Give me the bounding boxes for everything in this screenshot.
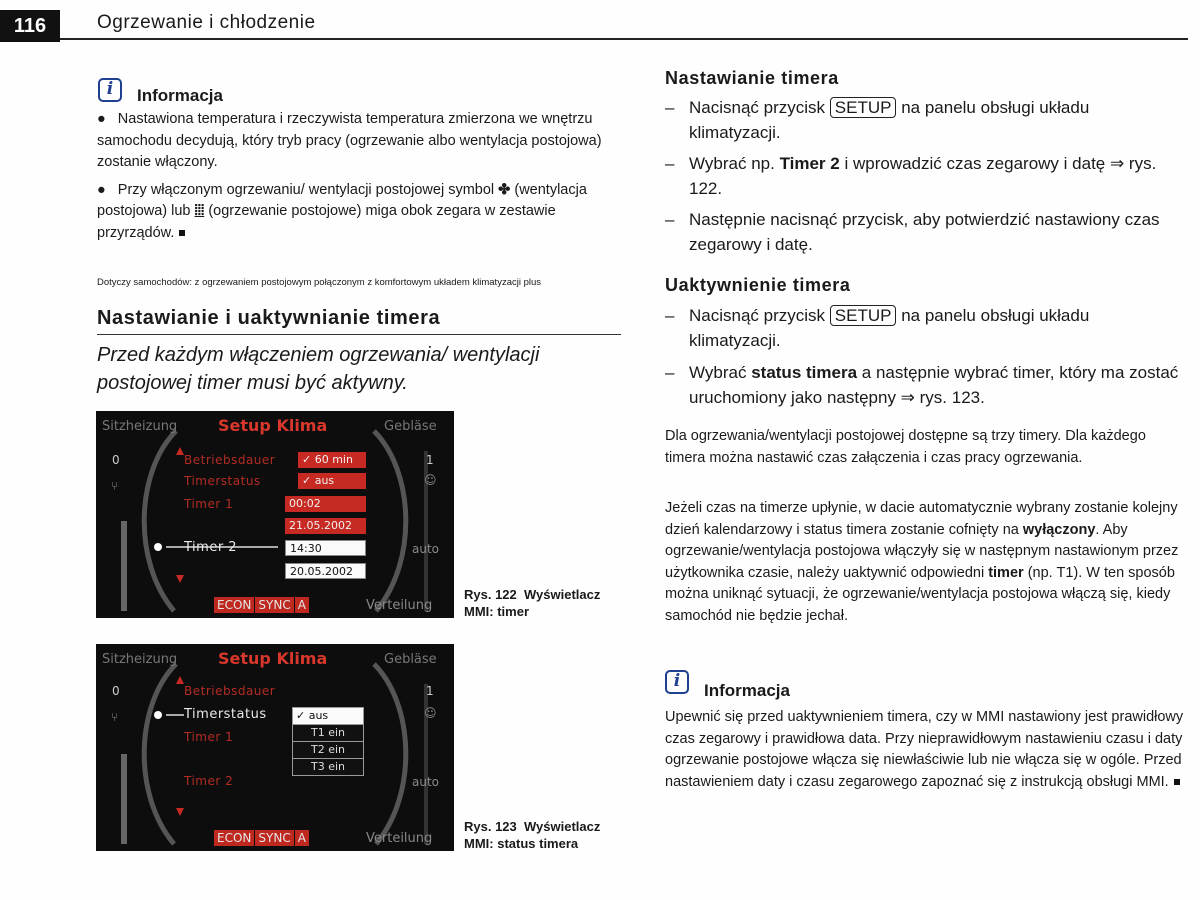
info-box-2	[665, 707, 1185, 793]
status-options-list	[292, 707, 364, 776]
step-bold: status timera	[751, 363, 858, 382]
betriebsdauer-value[interactable]	[298, 452, 366, 468]
info-text: Upewnić się przed uaktywnieniem timera, czy w MMI nastawiony jest prawidłowy czas zegarowy i prawidłowa data. Przy nieprawidłowym nastawieniu czasu i daty ogrzewanie postojowe włącza się niewłaściwie lub nie włącza się w ogóle. Przed nastawieniem daty i czasu zegarowego zapoznać się z instrukcją obsługi MMI.	[665, 709, 1184, 790]
section-divider	[97, 334, 621, 335]
activating-timer-heading: Uaktywnienie timera	[665, 275, 851, 295]
end-mark	[1174, 779, 1180, 785]
check-icon: ✓	[302, 474, 315, 487]
step-bold: Timer 2	[779, 154, 840, 173]
intro-text: Przed każdym włączeniem ogrzewania/ wentylacji postojowej timer musi być aktywny.	[97, 344, 540, 394]
info-bullet-1-text: Nastawiona temperatura i rzeczywista temperatura zmierzona we wnętrzu samochodu decydują, który tryb pracy (ogrzewanie albo wentylacja postojowa) zostanie włączony.	[97, 111, 602, 170]
end-mark	[179, 230, 185, 236]
right-auto: auto	[412, 775, 440, 789]
info-bullet-2-text-a: Przy włączonym ogrzewaniu/ wentylacji postojowej symbol	[117, 181, 495, 198]
step-text: i wprowadzić czas zegarowy i datę ⇒ rys. 122.	[689, 154, 1157, 198]
left-value: 0	[112, 453, 120, 467]
menu-timerstatus[interactable]: Timerstatus	[184, 707, 267, 722]
left-value: 0	[112, 684, 120, 698]
menu-timerstatus[interactable]: Timerstatus	[184, 474, 261, 488]
activating-step-2: – Wybrać status timera a następnie wybrać timer, który ma zostać uruchomiony jako następny ⇒ rys. 123.	[665, 363, 1179, 407]
caption-label: Rys. 123	[464, 819, 517, 834]
mmi-screen-timer	[96, 411, 454, 618]
info-icon: i	[665, 670, 689, 694]
option-aus[interactable]	[293, 708, 363, 724]
bottom-bar	[214, 597, 310, 613]
bottom-bar	[214, 830, 310, 846]
info-title: Informacja	[137, 86, 223, 105]
verteilung-label: Verteilung	[366, 598, 433, 613]
step-text: a następnie wybrać timer, który ma zostać uruchomiony jako następny ⇒ rys. 123.	[689, 363, 1179, 407]
right-value: 1	[426, 684, 434, 698]
figure-122-caption	[464, 586, 624, 620]
option-aus-text: aus	[308, 709, 329, 722]
info-bullet-2-text-b: (wentylacja postojowa) lub	[97, 181, 587, 219]
menu-timer-1[interactable]: Timer 1	[184, 730, 234, 744]
paragraph-2	[665, 498, 1185, 627]
heater-icon: ⦙⦙⦙	[194, 203, 205, 219]
timer2-time[interactable]: 14:30	[285, 540, 366, 556]
right-auto: auto	[412, 542, 440, 556]
econ-button[interactable]: ECON	[214, 597, 254, 613]
paragraph-text: Jeżeli czas na timerze upłynie, w dacie automatycznie wybrany zostanie kolejny dzień kalendarzowy i status timera zostanie cofnięty na	[665, 500, 1178, 538]
info-box-1	[97, 109, 621, 244]
right-value: 1	[426, 453, 434, 467]
setting-step-1: – Nacisnąć przycisk SETUP na panelu obsługi układu klimatyzacji.	[665, 98, 1090, 142]
paragraph-text: . Aby ogrzewanie/wentylacja postojowa włączyły się w następnym nastawionym przez użytkownika czasie, należy uaktywnić odpowiedni	[665, 521, 1179, 581]
setting-timer-heading: Nastawianie timera	[665, 68, 839, 88]
menu-betriebsdauer[interactable]: Betriebsdauer	[184, 684, 276, 698]
mmi-frame-graphics	[96, 644, 454, 851]
timer1-time[interactable]: 00:02	[285, 496, 366, 512]
section-title: Nastawianie i uaktywnianie timera	[97, 307, 441, 329]
screen-title: Setup Klima	[218, 416, 328, 435]
mmi-screen-status	[96, 644, 454, 851]
econ-button[interactable]: ECON	[214, 830, 254, 846]
tab-geblaese: Gebläse	[384, 652, 437, 667]
tab-geblaese: Gebläse	[384, 419, 437, 434]
caption-text: Wyświetlacz MMI: timer	[464, 587, 601, 619]
tab-sitzheizung: Sitzheizung	[102, 419, 178, 434]
fan-icon: ✤	[498, 181, 511, 198]
info-bullet-2-text-c: (ogrzewanie postojowe) miga obok zegara w zestawie przyrządów.	[97, 203, 556, 241]
setup-key: SETUP	[830, 97, 897, 118]
option-t2[interactable]: T2 ein	[293, 741, 363, 758]
applicability-note: Dotyczy samochodów: z ogrzewaniem postojowym połączonym z komfortowym układem klimatyzacji plus	[97, 277, 542, 288]
verteilung-label: Verteilung	[366, 831, 433, 846]
setup-key: SETUP	[830, 305, 897, 326]
info-title: Informacja	[704, 681, 790, 700]
tab-sitzheizung: Sitzheizung	[102, 652, 178, 667]
step-text: Nacisnąć przycisk	[689, 306, 826, 325]
menu-timer-1[interactable]: Timer 1	[184, 497, 234, 511]
caption-text: Wyświetlacz MMI: status timera	[464, 819, 601, 851]
paragraph-bold: timer	[988, 564, 1024, 581]
ac-button[interactable]: A	[295, 830, 309, 846]
timerstatus-value[interactable]	[298, 473, 366, 489]
check-icon: ✓	[296, 709, 309, 722]
info-bullet-1: ● Nastawiona temperatura i rzeczywista temperatura zmierzona we wnętrzu samochodu decydują, który tryb pracy (ogrzewanie albo wentylacja postojowa) zostanie włączony.	[97, 111, 602, 170]
menu-timer-2[interactable]: Timer 2	[184, 774, 234, 788]
step-text: Następnie nacisnąć przycisk, aby potwierdzić nastawiony czas zegarowy i datę.	[689, 210, 1160, 254]
paragraph-bold: wyłączony	[1022, 521, 1096, 538]
setting-step-2: – Wybrać np. Timer 2 i wprowadzić czas zegarowy i datę ⇒ rys. 122.	[665, 154, 1157, 198]
mmi-frame-graphics	[96, 411, 454, 618]
info-icon: i	[98, 78, 122, 102]
menu-betriebsdauer[interactable]: Betriebsdauer	[184, 453, 276, 467]
person-icon: ☺	[424, 706, 437, 720]
timerstatus-text: aus	[314, 474, 335, 487]
menu-timer-2[interactable]: Timer 2	[184, 540, 238, 555]
figure-123-caption	[464, 818, 624, 852]
check-icon: ✓	[302, 453, 315, 466]
sync-button[interactable]: SYNC	[255, 597, 293, 613]
setting-step-3: – Następnie nacisnąć przycisk, aby potwierdzić nastawiony czas zegarowy i datę.	[665, 207, 1185, 257]
step-text: Nacisnąć przycisk	[689, 98, 826, 117]
header-divider	[60, 38, 1188, 40]
info-bullet-2: ● Przy włączonym ogrzewaniu/ wentylacji postojowej symbol ✤ (wentylacja postojowa) lub ⦙⦙⦙ (ogrzewanie postojowe) miga obok zegara w zestawie przyrządów.	[97, 181, 587, 241]
step-text: na panelu obsługi układu klimatyzacji.	[689, 98, 1090, 142]
option-t1[interactable]: T1 ein	[293, 724, 363, 741]
caption-label: Rys. 122	[464, 587, 517, 602]
paragraph-1: Dla ogrzewania/wentylacji postojowej dostępne są trzy timery. Dla każdego timera można nastawić czas załączenia i czas pracy ogrzewania.	[665, 428, 1146, 466]
sync-button[interactable]: SYNC	[255, 830, 293, 846]
seat-icon: ⑂	[111, 710, 119, 724]
timer2-date[interactable]: 20.05.2002	[285, 563, 366, 579]
betriebsdauer-text: 60 min	[314, 453, 353, 466]
step-text: Wybrać	[689, 363, 747, 382]
timer1-date[interactable]: 21.05.2002	[285, 518, 366, 534]
screen-title: Setup Klima	[218, 649, 328, 668]
seat-icon: ⑂	[111, 479, 119, 493]
page-number: 116	[0, 10, 60, 42]
step-text: Wybrać np.	[689, 154, 775, 173]
activating-step-1: – Nacisnąć przycisk SETUP na panelu obsługi układu klimatyzacji.	[665, 306, 1090, 350]
step-text: na panelu obsługi układu klimatyzacji.	[689, 306, 1090, 350]
option-t3[interactable]: T3 ein	[293, 758, 363, 775]
ac-button[interactable]: A	[295, 597, 309, 613]
person-icon: ☺	[424, 473, 437, 487]
paragraph-text: (np. T1). W ten sposób można uniknąć sytuacji, że ogrzewanie/wentylacja postojowa włączą się, kiedy samochód nie będzie jechał.	[665, 564, 1175, 624]
chapter-title: Ogrzewanie i chłodzenie	[97, 12, 316, 33]
